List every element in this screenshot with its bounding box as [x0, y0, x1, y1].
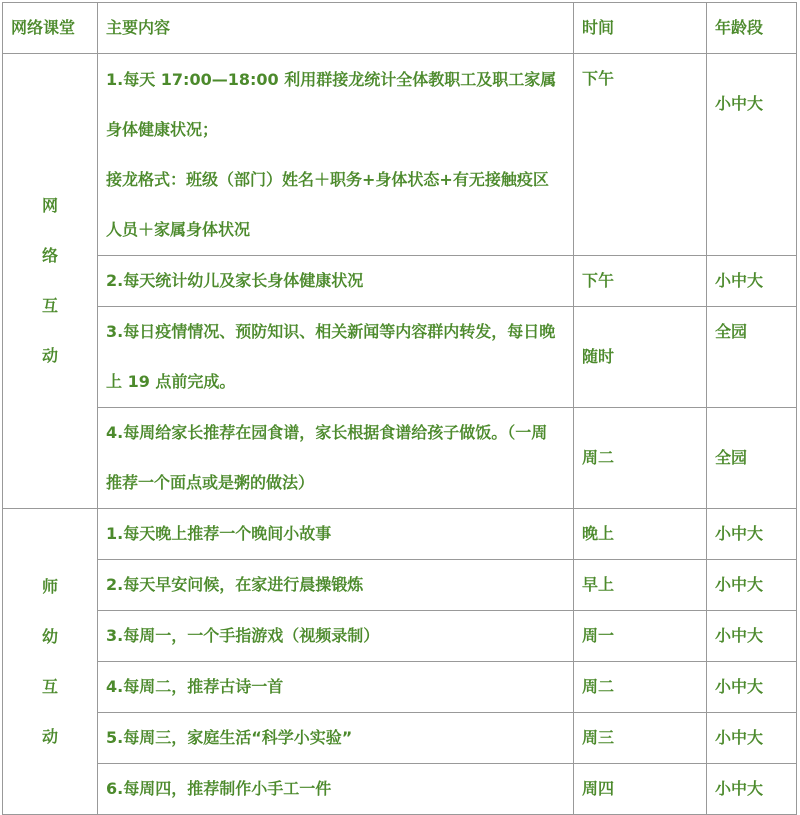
header-main-content: 主要内容 — [98, 3, 574, 54]
header-network-class: 网络课堂 — [3, 3, 98, 54]
table-row — [3, 611, 797, 662]
content-line: 1.每天 17:00—18:00 利用群接龙统计全体教职工及职工家属 — [106, 69, 557, 89]
table-row — [3, 662, 797, 713]
group-label-network — [3, 54, 98, 509]
group-char: 动 — [41, 726, 58, 746]
age-cell: 小中大 — [707, 713, 797, 764]
time-cell: 周四 — [574, 764, 707, 815]
content-line: 接龙格式：班级（部门）姓名＋职务+身体状态+有无接触疫区 — [106, 169, 549, 189]
table-row — [3, 256, 797, 307]
header-row — [3, 3, 797, 54]
table-row — [3, 560, 797, 611]
table-row — [3, 764, 797, 815]
time-cell: 下午 — [574, 54, 707, 256]
time-cell: 早上 — [574, 560, 707, 611]
content-cell: 3.每周一，一个手指游戏（视频录制） — [98, 611, 574, 662]
age-cell: 小中大 — [707, 560, 797, 611]
schedule-table — [2, 2, 797, 815]
age-cell: 小中大 — [707, 662, 797, 713]
table-row — [3, 713, 797, 764]
age-cell: 小中大 — [707, 509, 797, 560]
age-cell: 小中大 — [707, 764, 797, 815]
time-cell: 周三 — [574, 713, 707, 764]
time-cell: 周二 — [574, 662, 707, 713]
table-row — [3, 307, 797, 408]
time-cell: 下午 — [574, 256, 707, 307]
table-row — [3, 408, 797, 509]
content-cell — [98, 54, 574, 256]
content-cell: 4.每周二，推荐古诗一首 — [98, 662, 574, 713]
content-cell: 2.每天早安问候，在家进行晨操锻炼 — [98, 560, 574, 611]
group-char: 师 — [41, 576, 58, 596]
age-cell: 小中大 — [707, 256, 797, 307]
age-cell: 小中大 — [707, 611, 797, 662]
group-char: 互 — [41, 296, 58, 315]
group-char: 动 — [41, 346, 58, 365]
age-cell: 全园 — [707, 408, 797, 509]
content-line: 推荐一个面点或是粥的做法） — [106, 473, 315, 492]
content-cell: 6.每周四，推荐制作小手工一件 — [98, 764, 574, 815]
group-label-teacher-child — [3, 509, 98, 815]
content-cell: 5.每周三，家庭生活“科学小实验” — [98, 713, 574, 764]
table-row — [3, 54, 797, 256]
content-cell — [98, 307, 574, 408]
content-line: 身体健康状况； — [106, 119, 219, 139]
content-line: 4.每周给家长推荐在园食谱，家长根据食谱给孩子做饭。（一周 — [106, 423, 548, 442]
time-cell: 周一 — [574, 611, 707, 662]
age-cell: 全园 — [707, 307, 797, 408]
table-row — [3, 509, 797, 560]
header-age-group: 年龄段 — [707, 3, 797, 54]
content-line: 3.每日疫情情况、预防知识、相关新闻等内容群内转发，每日晚 — [106, 322, 556, 341]
content-cell — [98, 408, 574, 509]
age-cell: 小中大 — [707, 54, 797, 256]
group-char: 络 — [41, 246, 58, 265]
time-cell: 周二 — [574, 408, 707, 509]
content-cell: 1.每天晚上推荐一个晚间小故事 — [98, 509, 574, 560]
group-char: 网 — [41, 196, 58, 215]
time-cell: 随时 — [574, 307, 707, 408]
group-char: 互 — [41, 676, 58, 696]
header-time: 时间 — [574, 3, 707, 54]
group-char: 幼 — [41, 626, 58, 646]
content-line: 上 19 点前完成。 — [106, 372, 236, 391]
content-cell: 2.每天统计幼儿及家长身体健康状况 — [98, 256, 574, 307]
time-cell: 晚上 — [574, 509, 707, 560]
content-line: 人员＋家属身体状况 — [106, 219, 251, 239]
